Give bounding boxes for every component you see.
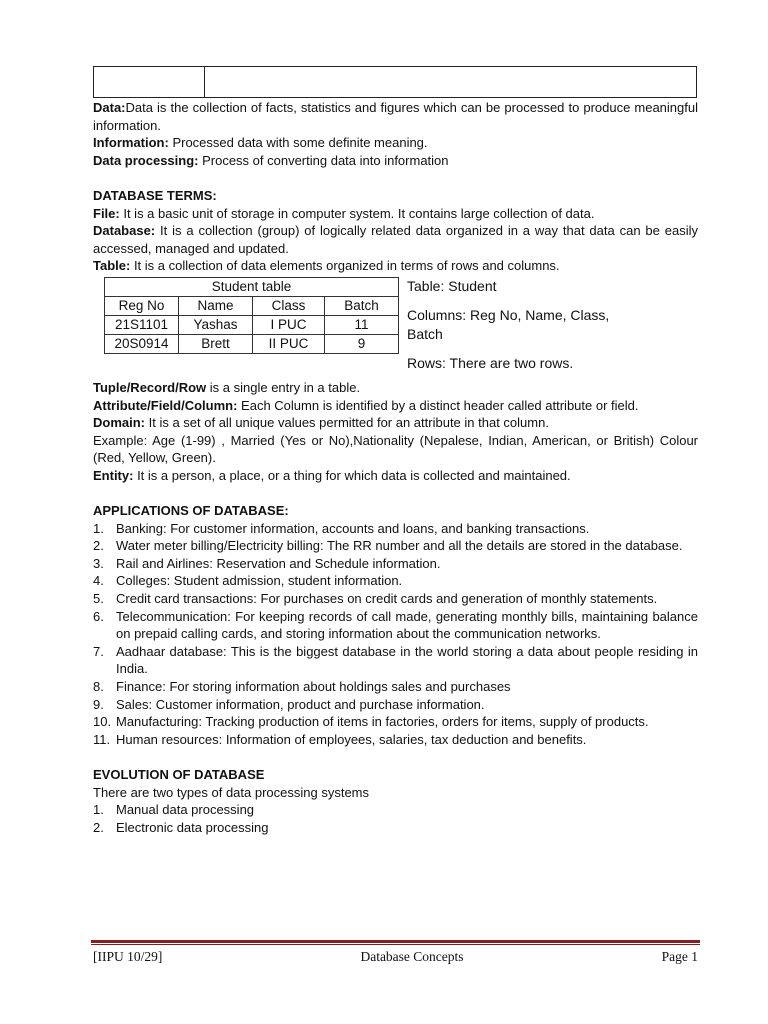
column-header: Batch bbox=[325, 296, 399, 315]
footer-center: Database Concepts bbox=[360, 949, 464, 964]
footer-left: [IIPU 10/29] bbox=[93, 949, 163, 964]
list-item: 2. Water meter billing/Electricity billing: The RR number and all the details are stored in the database. bbox=[93, 538, 683, 554]
table-header-row bbox=[105, 296, 399, 315]
applications-list bbox=[93, 520, 698, 749]
definition-information bbox=[93, 134, 698, 152]
footer-rule-thin bbox=[91, 944, 700, 945]
evolution-intro: There are two types of data processing systems bbox=[93, 784, 370, 800]
list-item: 2. Electronic data processing bbox=[93, 819, 269, 835]
table-cell: I PUC bbox=[253, 315, 325, 334]
term: Data: bbox=[93, 100, 126, 115]
definition-data bbox=[93, 99, 698, 134]
student-table-block bbox=[93, 277, 698, 373]
column-header: Class bbox=[253, 296, 325, 315]
definition-text: Processed data with some definite meaning. bbox=[168, 135, 428, 151]
table-cell: Yashas bbox=[179, 315, 253, 334]
section-heading-applications: APPLICATIONS OF DATABASE: bbox=[93, 503, 289, 519]
list-item: 11. Human resources: Information of employees, salaries, tax deduction and benefits. bbox=[93, 731, 587, 747]
table-cell: II PUC bbox=[253, 334, 325, 353]
term-database bbox=[93, 222, 698, 257]
table-notes bbox=[407, 277, 612, 383]
term-domain bbox=[93, 414, 698, 432]
list-item: 6. Telecommunication: For keeping records of call made, generating monthly bills, maintaining balance on prepaid calling cards, and storing information about the communication networks. bbox=[93, 608, 698, 642]
definition-text: It is a collection of data elements organized in terms of rows and columns. bbox=[130, 258, 560, 274]
definition-text: Each Column is identified by a distinct header called attribute or field. bbox=[237, 397, 639, 413]
definition-text: Process of converting data into information bbox=[198, 152, 449, 168]
column-header: Name bbox=[179, 296, 253, 315]
term: Information: bbox=[93, 135, 169, 151]
term: Attribute/Field/Column: bbox=[93, 397, 238, 413]
definition-text: Data is the collection of facts, statistics and figures which can be processed to produce meaningful information. bbox=[93, 100, 698, 133]
section-heading-evolution: EVOLUTION OF DATABASE bbox=[93, 767, 265, 782]
term-attribute bbox=[93, 397, 698, 415]
list-item: 5. Credit card transactions: For purchases on credit cards and generation of monthly statements. bbox=[93, 591, 658, 607]
list-item: 7. Aadhaar database: This is the biggest database in the world storing a data about people residing in India. bbox=[93, 643, 698, 677]
term: Tuple/Record/Row bbox=[93, 379, 207, 395]
table-row bbox=[105, 315, 399, 334]
definition-text: is a single entry in a table. bbox=[206, 379, 361, 395]
term: Database: bbox=[93, 223, 156, 239]
term-file bbox=[93, 205, 698, 223]
term: Table: bbox=[93, 258, 131, 274]
header-box bbox=[93, 66, 697, 98]
note-columns: Columns: Reg No, Name, Class, Batch bbox=[407, 306, 610, 342]
term: Domain: bbox=[93, 415, 145, 431]
header-cell-right bbox=[205, 67, 696, 97]
domain-example: Example: Age (1-99) , Married (Yes or No),Nationality (Nepalese, Indian, American, or British) Colour (Red, Yellow, Green). bbox=[93, 432, 698, 466]
term: Data processing: bbox=[93, 152, 199, 168]
evolution-list bbox=[93, 801, 698, 836]
table-cell: 21S1101 bbox=[105, 315, 179, 334]
list-item: 8. Finance: For storing information about holdings sales and purchases bbox=[93, 679, 511, 695]
student-table bbox=[104, 277, 399, 354]
list-item: 1. Manual data processing bbox=[93, 802, 255, 818]
column-header: Reg No bbox=[105, 296, 179, 315]
list-item: 1. Banking: For customer information, accounts and loans, and banking transactions. bbox=[93, 520, 590, 536]
term-table bbox=[93, 257, 698, 275]
definition-data-processing bbox=[93, 152, 698, 170]
list-item: 4. Colleges: Student admission, student information. bbox=[93, 573, 403, 589]
list-item: 10. Manufacturing: Tracking production of items in factories, orders for items, supply of products. bbox=[93, 714, 649, 730]
footer-page-number: Page 1 bbox=[661, 949, 698, 964]
table-cell: 11 bbox=[325, 315, 399, 334]
table-caption: Student table bbox=[105, 277, 399, 296]
section-heading-database-terms: DATABASE TERMS: bbox=[93, 187, 217, 203]
table-cell: 20S0914 bbox=[105, 334, 179, 353]
list-item: 9. Sales: Customer information, product and purchase information. bbox=[93, 696, 485, 712]
table-cell: Brett bbox=[179, 334, 253, 353]
definition-text: It is a person, a place, or a thing for which data is collected and maintained. bbox=[133, 467, 571, 483]
table-cell: 9 bbox=[325, 334, 399, 353]
page-footer bbox=[93, 948, 698, 966]
note-rows: Rows: There are two rows. bbox=[407, 354, 574, 371]
definition-text: It is a collection (group) of logically related data organized in a way that data can be easily accessed, managed and updated. bbox=[93, 223, 698, 256]
list-item: 3. Rail and Airlines: Reservation and Schedule information. bbox=[93, 555, 441, 571]
term: Entity: bbox=[93, 467, 134, 483]
term-entity bbox=[93, 467, 698, 485]
definition-text: It is a basic unit of storage in computer system. It contains large collection of data. bbox=[119, 205, 595, 221]
term: File: bbox=[93, 205, 120, 221]
table-row bbox=[105, 334, 399, 353]
definition-text: It is a set of all unique values permitted for an attribute in that column. bbox=[145, 415, 549, 431]
footer-rule bbox=[91, 940, 700, 943]
note-table-name: Table: Student bbox=[407, 277, 497, 294]
content bbox=[93, 99, 698, 836]
header-cell-left bbox=[94, 67, 205, 97]
